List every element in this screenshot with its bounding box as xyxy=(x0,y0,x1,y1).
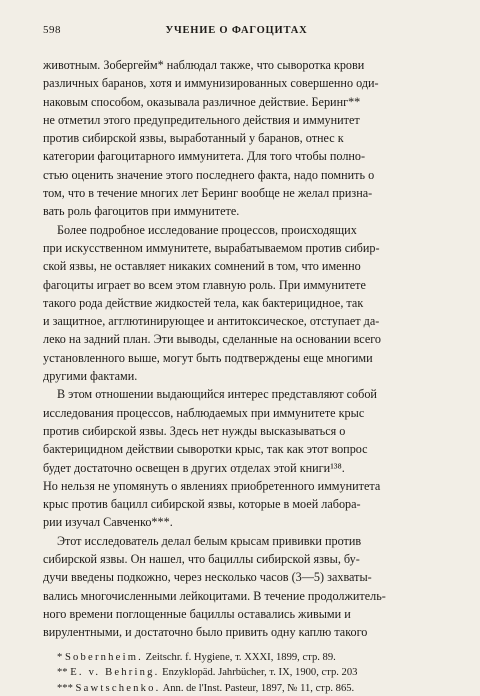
text-line: дучи введены подкожно, через несколько часов (3—5) захваты- xyxy=(43,568,430,586)
text-line: ного времени поглощенные бациллы оставались живыми и xyxy=(43,605,430,623)
text-line: бактерицидном действии сыворотки крыс, так как этот вопрос xyxy=(43,440,430,458)
text-line: различных баранов, хотя и иммунизированных совершенно оди- xyxy=(43,74,430,92)
page-header xyxy=(43,24,430,36)
paragraph xyxy=(43,532,430,642)
footnote-source: Zeitschr. f. Hygiene, т. XXXI, 1899, стр. 89. xyxy=(146,652,336,663)
text-line: фагоциты играет во всем этом главную роль. При иммунитете xyxy=(43,276,430,294)
page-number: 598 xyxy=(43,24,73,36)
text-line: исследования процессов, наблюдаемых при иммунитете крыс xyxy=(43,404,430,422)
text-line: леко на задний план. Эти выводы, сделанные на основании всего xyxy=(43,330,430,348)
main-text xyxy=(43,56,430,642)
footnotes xyxy=(43,650,430,696)
footnote-source: Ann. de l'Inst. Pasteur, 1897, № 11, стр. 865. xyxy=(163,683,355,694)
paragraph xyxy=(43,221,430,386)
text-line: будет достаточно освещен в других отделах этой книги¹³⁸. xyxy=(43,459,430,477)
text-line: категории фагоцитарного иммунитета. Для того чтобы полно- xyxy=(43,147,430,165)
text-line: против сибирской язвы, выработанный у баранов, отнес к xyxy=(43,129,430,147)
text-line: и защитное, агглютинирующее и антитоксическое, отступает да- xyxy=(43,312,430,330)
text-line: вались многочисленными лейкоцитами. В течение продолжитель- xyxy=(43,587,430,605)
running-title: УЧЕНИЕ О ФАГОЦИТАХ xyxy=(73,25,400,36)
text-line: ской язвы, не оставляет никаких сомнений в том, что именно xyxy=(43,257,430,275)
paragraph xyxy=(43,56,430,221)
text-line: такого рода действие жидкостей тела, как бактерицидное, так xyxy=(43,294,430,312)
text-line: В этом отношении выдающийся интерес представляют собой xyxy=(43,385,430,403)
text-line: том, что в течение многих лет Беринг вообще не желал призна- xyxy=(43,184,430,202)
text-line: наковым способом, оказывала различное действие. Беринг** xyxy=(43,93,430,111)
text-line: вать роль фагоцитов при иммунитете. xyxy=(43,202,430,220)
text-line: крыс против бацилл сибирской язвы, которые в моей лабора- xyxy=(43,495,430,513)
text-line: вирулентными, и достаточно было привить одну каплю такого xyxy=(43,623,430,641)
text-line: сибирской язвы. Он нашел, что бациллы сибирской язвы, бу- xyxy=(43,550,430,568)
text-line: против сибирской язвы. Здесь нет нужды высказываться о xyxy=(43,422,430,440)
text-line: стью оценить значение этого последнего факта, надо помнить о xyxy=(43,166,430,184)
text-line: Этот исследователь делал белым крысам прививки против xyxy=(43,532,430,550)
text-line: рии изучал Савченко***. xyxy=(43,513,430,531)
text-line: не отметил этого предупредительного действия и иммунитет xyxy=(43,111,430,129)
paragraph xyxy=(43,385,430,531)
footnote-marker: ** xyxy=(57,667,68,678)
footnote xyxy=(43,650,430,666)
text-line: при искусственном иммунитете, вырабатываемом против сибир- xyxy=(43,239,430,257)
footnote-author: E. v. Behring. xyxy=(70,667,159,678)
text-line: установленного выше, могут быть подтверждены еще многими xyxy=(43,349,430,367)
text-line: животным. Зобергейм* наблюдал также, что сыворотка крови xyxy=(43,56,430,74)
text-line: Но нельзя не упомянуть о явлениях приобретенного иммунитета xyxy=(43,477,430,495)
footnote-marker: * xyxy=(57,652,62,663)
footnote xyxy=(43,665,430,681)
text-line: Более подробное исследование процессов, происходящих xyxy=(43,221,430,239)
footnote-author: Sobernheim. xyxy=(65,652,143,663)
text-line: другими фактами. xyxy=(43,367,430,385)
footnote-source: Enzyklopäd. Jahrbücher, т. IX, 1900, стр. 203 xyxy=(162,667,357,678)
footnote-author: Sawtschenko. xyxy=(76,683,161,694)
footnote xyxy=(43,681,430,696)
footnote-marker: *** xyxy=(57,683,73,694)
